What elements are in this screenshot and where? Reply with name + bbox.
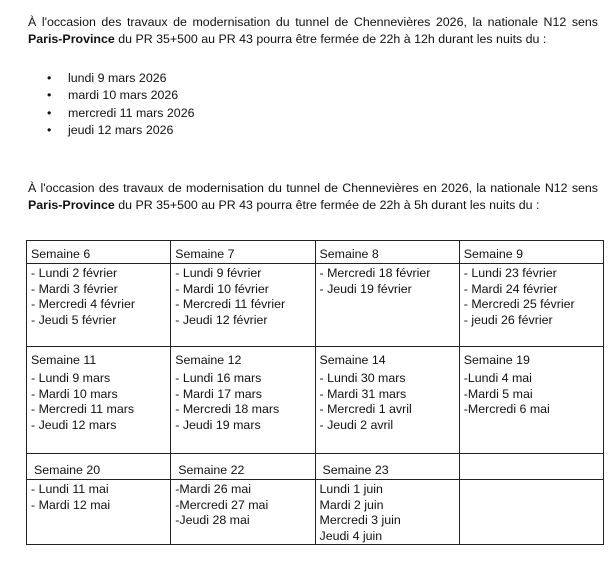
schedule-table	[26, 240, 604, 545]
week-8-days: - Mercredi 18 février - Jeudi 19 février	[315, 264, 459, 347]
table-row	[27, 454, 604, 480]
list-item: • mardi 10 mars 2026	[47, 88, 179, 103]
intro-paragraph-2	[28, 180, 598, 214]
table-row	[27, 264, 604, 347]
bullet-icon: •	[47, 105, 52, 120]
week-22-days: -Mardi 26 mai -Mercredi 27 mai -Jeudi 28 mai	[171, 480, 315, 545]
week-9-days: - Lundi 23 février - Mardi 24 février - Mercredi 25 février - jeudi 26 février	[459, 264, 603, 347]
intro-1-direction: Paris-Province	[28, 32, 115, 46]
intro-2-line: À l'occasion des travaux de modernisation du tunnel de Chennevières en 2026, la nationale N12 sens	[28, 181, 598, 195]
week-23-days: Lundi 1 juin Mardi 2 juin Mercredi 3 juin Jeudi 4 juin	[315, 480, 459, 545]
intro-2-rest: du PR 35+500 au PR 43 pourra être fermée de 22h à 5h durant les nuits du :	[114, 198, 540, 212]
week-12-cell: Semaine 12 - Lundi 16 mars - Mardi 17 mars - Mercredi 18 mars - Jeudi 19 mars	[171, 347, 315, 454]
empty-cell	[459, 480, 603, 545]
week-9-header: Semaine 9	[459, 241, 603, 264]
bullet-icon: •	[47, 71, 52, 85]
closure-dates-list	[28, 70, 194, 139]
week-20-days: - Lundi 11 mai - Mardi 12 mai	[27, 480, 171, 545]
bullet-icon: •	[47, 122, 52, 137]
week-7-days: - Lundi 9 février - Mardi 10 février - Mercredi 11 février - Jeudi 12 février	[171, 264, 315, 347]
intro-1-line: À l'occasion des travaux de modernisation du tunnel de Chennevières 2026, la nationale N12 sens	[28, 15, 598, 29]
week-8-header: Semaine 8	[315, 241, 459, 264]
week-22-header: Semaine 22	[171, 454, 315, 480]
table-row	[27, 241, 604, 264]
week-7-header: Semaine 7	[171, 241, 315, 264]
intro-1-rest: du PR 35+500 au PR 43 pourra être fermée de 22h à 12h durant les nuits du :	[114, 32, 547, 46]
list-item: • mercredi 11 mars 2026	[47, 105, 195, 120]
empty-header-cell	[459, 454, 603, 480]
week-20-header: Semaine 20	[27, 454, 171, 480]
week-19-cell: Semaine 19 -Lundi 4 mai -Mardi 5 mai -Mercredi 6 mai	[459, 347, 603, 454]
week-6-days: - Lundi 2 février - Mardi 3 février - Mercredi 4 février - Jeudi 5 février	[27, 264, 171, 347]
bullet-icon: •	[47, 88, 52, 103]
list-item: • jeudi 12 mars 2026	[47, 122, 174, 137]
table-row	[27, 480, 604, 545]
intro-2-direction: Paris-Province	[28, 198, 115, 212]
intro-paragraph-1	[28, 14, 598, 48]
week-6-header: Semaine 6	[27, 241, 171, 264]
list-item: • lundi 9 mars 2026	[47, 71, 167, 85]
week-11-cell: Semaine 11 - Lundi 9 mars - Mardi 10 mars - Mercredi 11 mars - Jeudi 12 mars	[27, 347, 171, 454]
week-23-header: Semaine 23	[315, 454, 459, 480]
table-row	[27, 347, 604, 454]
week-14-cell: Semaine 14 - Lundi 30 mars - Mardi 31 mars - Mercredi 1 avril - Jeudi 2 avril	[315, 347, 459, 454]
